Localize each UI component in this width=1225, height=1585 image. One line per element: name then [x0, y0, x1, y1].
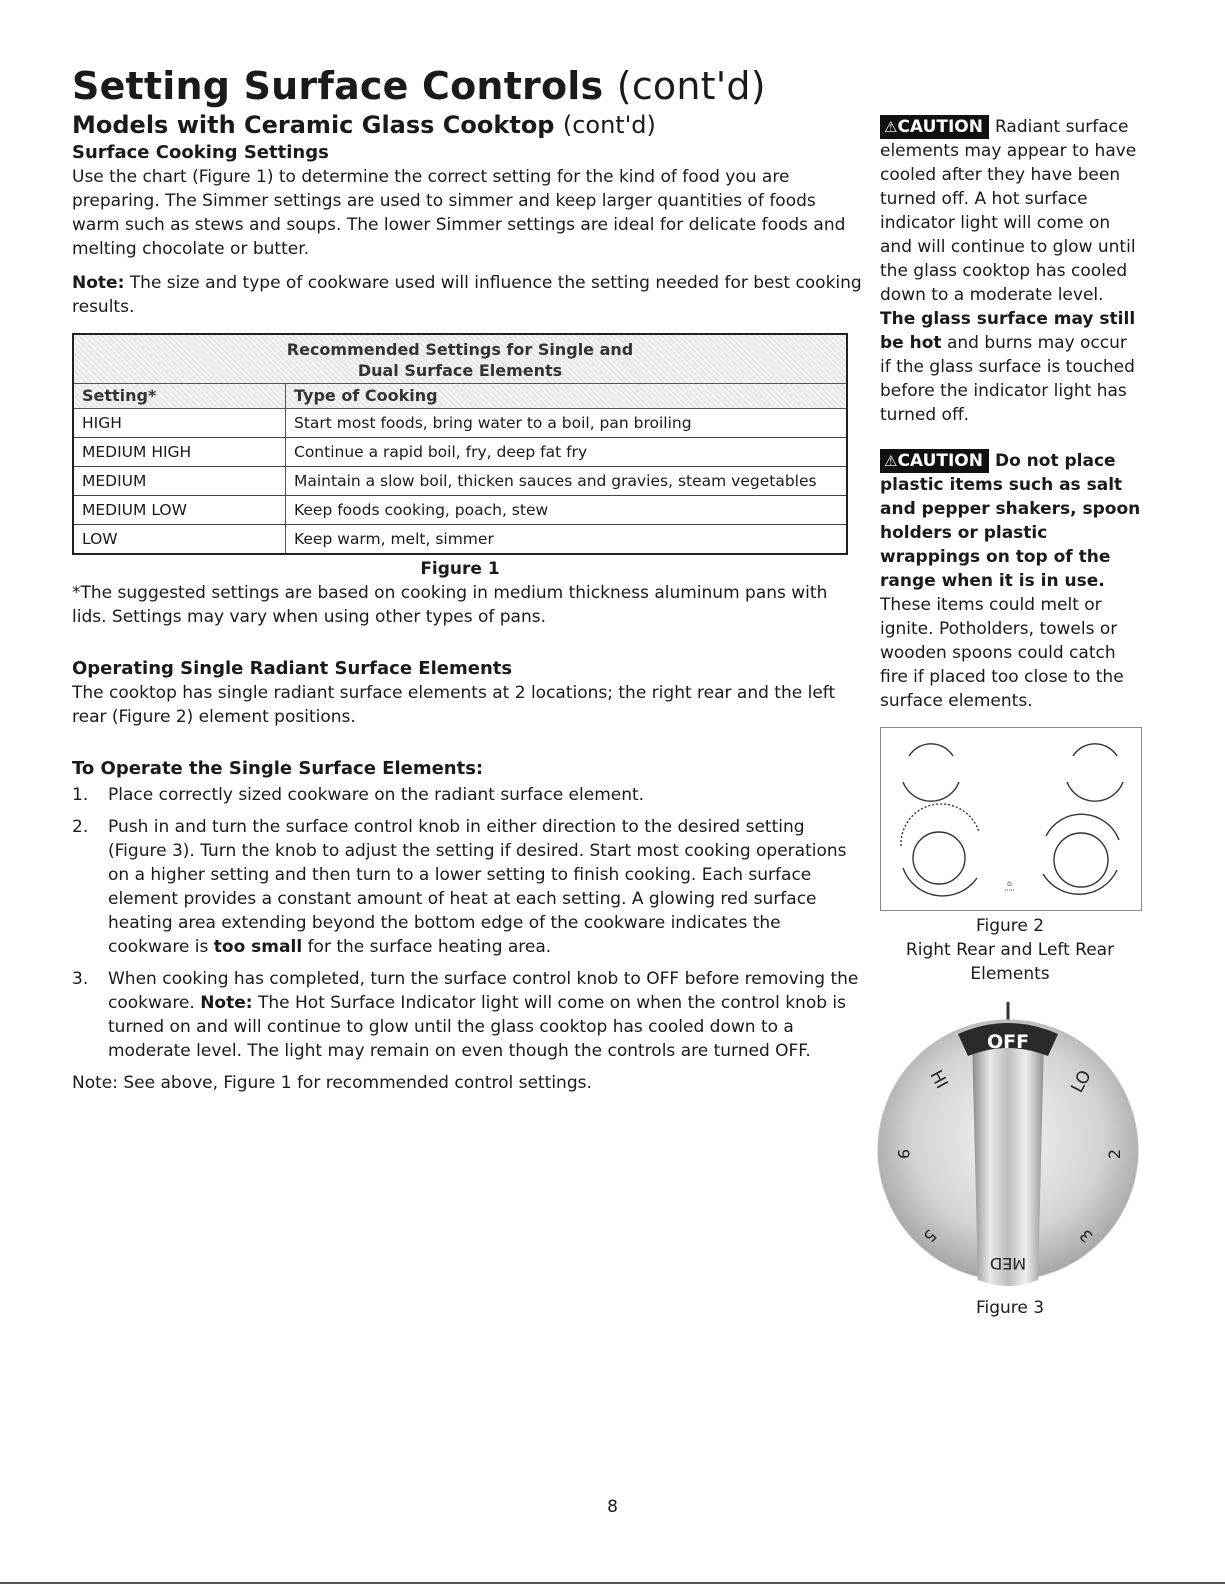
knob-label-3: 3 — [1075, 1225, 1097, 1247]
right-front-element-outer — [1046, 814, 1119, 840]
page-subtitle — [72, 111, 656, 139]
caution-plastic — [880, 449, 1142, 713]
setting-cell: MEDIUM — [73, 467, 286, 496]
caution1-text: Radiant surface elements may appear to have cooled after they have been turned off. A hot surface indicator light will come on and will continue to glow until the glass cooktop has cooled down to a moderate level. — [880, 117, 1137, 305]
knob-label-9: 9 — [894, 1148, 913, 1160]
caution1-bold: The glass surface may still be hot — [880, 309, 1136, 353]
left-front-element-arc — [903, 868, 977, 896]
figure3-control-knob — [862, 1000, 1157, 1290]
left-front-element-inner — [913, 832, 965, 884]
left-rear-element-bottom — [903, 782, 959, 801]
column-header-setting: Setting* — [73, 384, 286, 409]
type-cell: Continue a rapid boil, fry, deep fat fry — [286, 438, 848, 467]
table-row — [73, 467, 847, 496]
table-title-line1: Recommended Settings for Single and — [286, 340, 634, 359]
step-item — [72, 783, 862, 807]
table-row — [73, 409, 847, 438]
figure3-caption: Figure 3 — [975, 1298, 1045, 1318]
table-row — [73, 525, 847, 555]
page-title — [72, 64, 766, 108]
note-label: Note: — [72, 273, 125, 293]
type-cell: Maintain a slow boil, thicken sauces and gravies, steam vegetables — [286, 467, 848, 496]
steps-list — [72, 783, 862, 1063]
knob-label-2: 2 — [1105, 1148, 1124, 1160]
operate-steps-heading: To Operate the Single Surface Elements: — [72, 758, 484, 779]
knob-label-lo: LO — [1067, 1067, 1096, 1097]
operating-elements-paragraph: The cooktop has single radiant surface elements at 2 locations; the right rear and the left rear (Figure 2) element positions. — [72, 683, 836, 727]
surface-cooking-settings-heading: Surface Cooking Settings — [72, 142, 329, 163]
column-header-type: Type of Cooking — [286, 384, 848, 409]
caution2-text: These items could melt or ignite. Potholders, towels or wooden spoons could catch fire if placed too close to the surface elements. — [880, 595, 1124, 711]
step-text: for the surface heating area. — [307, 937, 552, 957]
right-front-element-arc — [1043, 870, 1117, 894]
hot-indicator-mark: o — [1007, 879, 1012, 888]
step-number: 1. — [72, 785, 89, 805]
table-header-row — [73, 384, 847, 409]
figure2-cooktop-diagram — [880, 727, 1142, 911]
surface-cooking-paragraph: Use the chart (Figure 1) to determine the correct setting for the kind of food you are preparing. The Simmer settings are used to simmer and keep larger quantities of foods warm such as stews and soups. The lower Simmer settings are ideal for delicate foods and melting chocolate or butter. — [72, 167, 846, 259]
caution1-text-end: and burns may occur if the glass surface is touched before the indicator light has turned off. — [880, 333, 1135, 425]
step-item — [72, 967, 862, 1063]
warning-triangle-icon: ⚠ — [884, 452, 898, 470]
note-text: The size and type of cookware used will influence the setting needed for best cooking results. — [72, 273, 862, 317]
cooktop-diagram-svg — [881, 728, 1141, 910]
title-cont: (cont'd) — [616, 64, 766, 108]
caution-label: CAUTION — [897, 451, 983, 471]
figure2-caption-line2: Right Rear and Left Rear — [905, 940, 1115, 960]
table-title-row — [73, 334, 847, 384]
settings-table — [72, 333, 848, 555]
setting-cell: MEDIUM HIGH — [73, 438, 286, 467]
subtitle-cont: (cont'd) — [562, 111, 656, 139]
table-title-line2: Dual Surface Elements — [357, 361, 563, 380]
caution2-bold: Do not place plastic items such as salt and pepper shakers, spoon holders or plastic wrappings on top of the range when it is in use. — [880, 451, 1141, 591]
type-cell: Keep warm, melt, simmer — [286, 525, 848, 555]
knob-svg — [862, 1000, 1157, 1290]
step-bold-text: Note: — [200, 993, 253, 1013]
step-item — [72, 815, 862, 959]
step-number: 2. — [72, 817, 89, 837]
right-rear-element-top — [1073, 744, 1117, 756]
figure1-caption: Figure 1 — [420, 559, 500, 579]
main-column — [72, 141, 862, 1095]
step-number: 3. — [72, 969, 89, 989]
step-text: Place correctly sized cookware on the radiant surface element. — [108, 785, 645, 805]
step-text: Push in and turn the surface control knob in either direction to the desired setting (Figure 3). Turn the knob to adjust the setting if desired. Start most cooking operations on a higher setting and then turn to a lower setting to finish cooking. Each surface element provides a constant amount of heat at each setting. A glowing red surface heating area extending beyond the bottom edge of the cookware indicates the cookware is — [108, 817, 847, 957]
caution-label: CAUTION — [897, 117, 983, 137]
step-text: The Hot Surface Indicator light will come on when the control knob is turned on and will continue to glow until the glass cooktop has cooled down to a moderate level. The light may remain on even though the controls are turned OFF. — [108, 993, 847, 1061]
knob-label-off: OFF — [986, 1031, 1030, 1053]
caution-radiant — [880, 115, 1142, 427]
right-rear-element-bottom — [1067, 782, 1123, 801]
table-row — [73, 496, 847, 525]
setting-cell: HIGH — [73, 409, 286, 438]
caution-badge — [880, 115, 989, 139]
setting-cell: LOW — [73, 525, 286, 555]
step-text: When cooking has completed, turn the surface control knob to OFF before removing the cookware. — [108, 969, 859, 1013]
sidebar — [880, 115, 1142, 713]
step-bold-text: too small — [213, 937, 303, 957]
knob-label-hi: HI — [925, 1067, 952, 1093]
figure2-caption-line1: Figure 2 — [975, 916, 1045, 936]
table-footnote: *The suggested settings are based on cooking in medium thickness aluminum pans with lids. Settings may vary when using other types of pans. — [72, 583, 828, 627]
table-row — [73, 438, 847, 467]
figure2-caption-line3: Elements — [970, 964, 1050, 984]
warning-triangle-icon: ⚠ — [884, 118, 898, 136]
type-cell: Keep foods cooking, poach, stew — [286, 496, 848, 525]
title-main: Setting Surface Controls — [72, 64, 604, 108]
subtitle-main: Models with Ceramic Glass Cooktop — [72, 111, 555, 139]
note-paragraph — [72, 271, 862, 319]
table-title — [73, 334, 847, 384]
type-cell: Start most foods, bring water to a boil, pan broiling — [286, 409, 848, 438]
bottom-rule — [0, 1582, 1225, 1584]
operating-elements-heading: Operating Single Radiant Surface Elements — [72, 658, 513, 679]
figure2-caption — [880, 914, 1140, 986]
knob-label-5: 5 — [919, 1225, 941, 1247]
final-note: Note: See above, Figure 1 for recommended control settings. — [72, 1073, 592, 1093]
setting-cell: MEDIUM LOW — [73, 496, 286, 525]
right-front-element-inner — [1054, 833, 1108, 887]
page-number: 8 — [607, 1497, 618, 1517]
knob-label-med: MED — [989, 1254, 1027, 1273]
caution-badge — [880, 449, 989, 473]
left-front-element-outer — [901, 804, 979, 846]
knob-grip — [972, 1031, 1044, 1286]
left-rear-element-top — [909, 744, 953, 756]
